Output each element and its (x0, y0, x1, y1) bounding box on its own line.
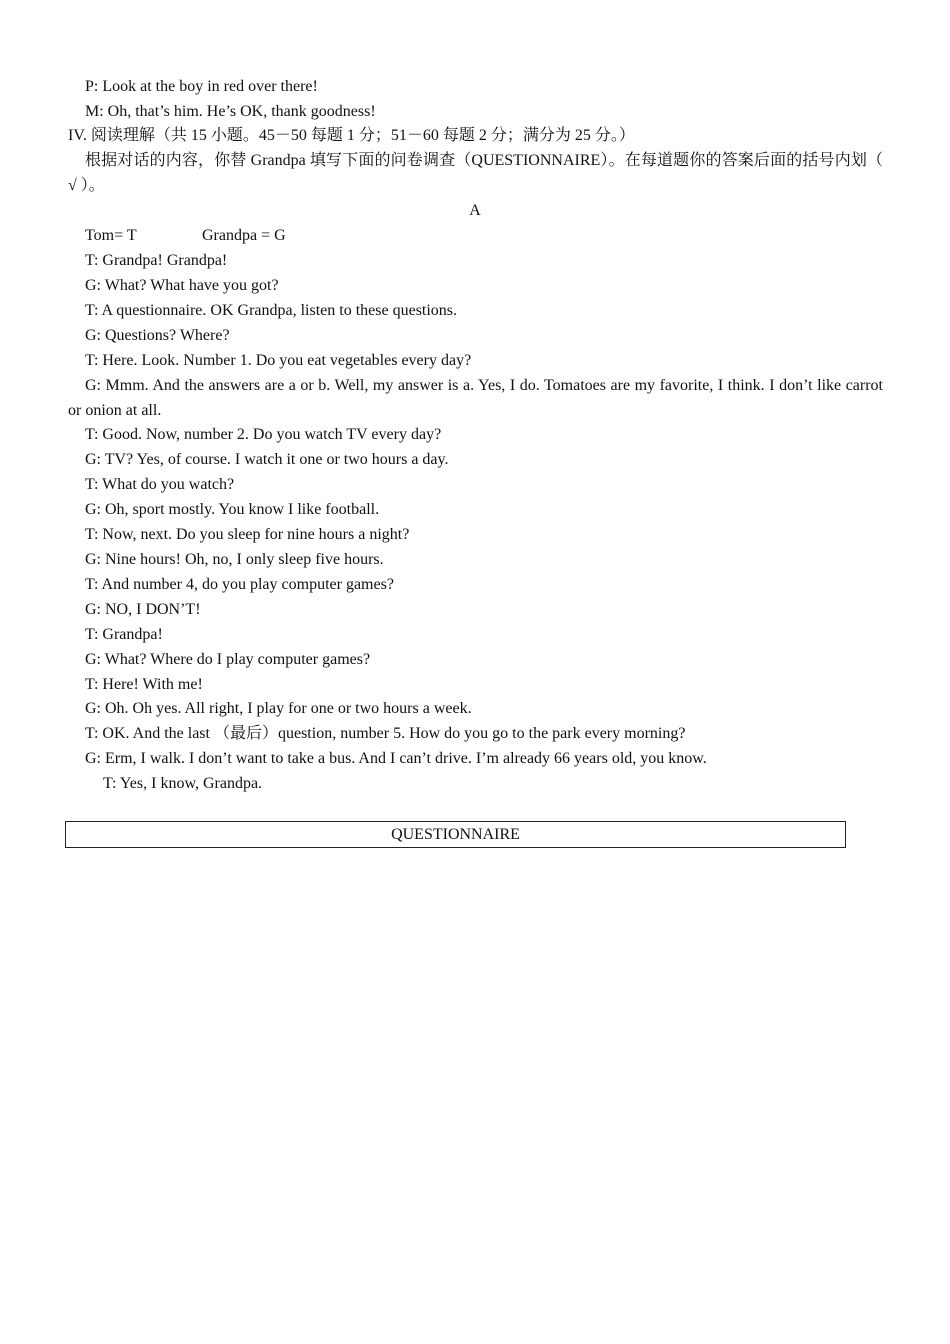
dialogue-line: G: Nine hours! Oh, no, I only sleep five hours. (85, 551, 384, 568)
dialogue-line: T: Grandpa! (85, 626, 163, 643)
dialogue-line: G: TV? Yes, of course. I watch it one or two hours a day. (85, 451, 449, 468)
dialogue-line: G: Questions? Where? (85, 327, 230, 344)
dialogue-line: G: What? What have you got? (85, 277, 279, 294)
dialogue-line: G: Erm, I walk. I don’t want to take a bus. And I can’t drive. I’m already 66 years old, you know. (85, 750, 707, 767)
dialogue-line: G: What? Where do I play computer games? (85, 651, 371, 668)
dialogue-line: T: Grandpa! Grandpa! (85, 252, 228, 269)
dialogue-line: G: Oh. Oh yes. All right, I play for one or two hours a week. (85, 700, 472, 717)
dialogue-line: T: Now, next. Do you sleep for nine hours a night? (85, 526, 410, 543)
questionnaire-title: QUESTIONNAIRE (391, 826, 520, 843)
dialogue-line: T: OK. And the last （最后）question, number 5. How do you go to the park every morning? (85, 725, 686, 742)
dialogue-line: G: NO, I DON’T! (85, 601, 201, 618)
legend-grandpa: Grandpa = G (202, 227, 286, 244)
instruction-paragraph: 根据对话的内容，你替 Grandpa 填写下面的问卷调查（QUESTIONNAIRE）。在每道题你的答案后面的括号内划（ √ ）。 (68, 152, 883, 194)
dialogue-line: G: Oh, sport mostly. You know I like football. (85, 501, 380, 518)
dialogue-line: T: Yes, I know, Grandpa. (103, 775, 263, 792)
part-label: A (469, 202, 481, 219)
dialogue-line: T: Here. Look. Number 1. Do you eat vegetables every day? (85, 352, 472, 369)
dialogue-line: T: Good. Now, number 2. Do you watch TV every day? (85, 426, 442, 443)
dialogue-line: T: A questionnaire. OK Grandpa, listen to these questions. (85, 302, 458, 319)
dialogue-line-p: P: Look at the boy in red over there! (85, 78, 318, 95)
questionnaire-title-box (65, 821, 846, 848)
dialogue-line: T: What do you watch? (85, 476, 235, 493)
section-heading: IV. 阅读理解（共 15 小题。45－50 每题 1 分；51－60 每题 2 分；满分为 25 分。） (68, 127, 635, 144)
dialogue-line-m: M: Oh, that’s him. He’s OK, thank goodness! (85, 103, 376, 120)
dialogue-line-wrapped: G: Mmm. And the answers are a or b. Well, my answer is a. Yes, I do. Tomatoes are my favorite, I think. I don’t like carrot or onion at all. (68, 377, 883, 419)
legend-tom: Tom= T (85, 227, 137, 244)
dialogue-line: T: Here! With me! (85, 676, 203, 693)
dialogue-line: T: And number 4, do you play computer games? (85, 576, 394, 593)
